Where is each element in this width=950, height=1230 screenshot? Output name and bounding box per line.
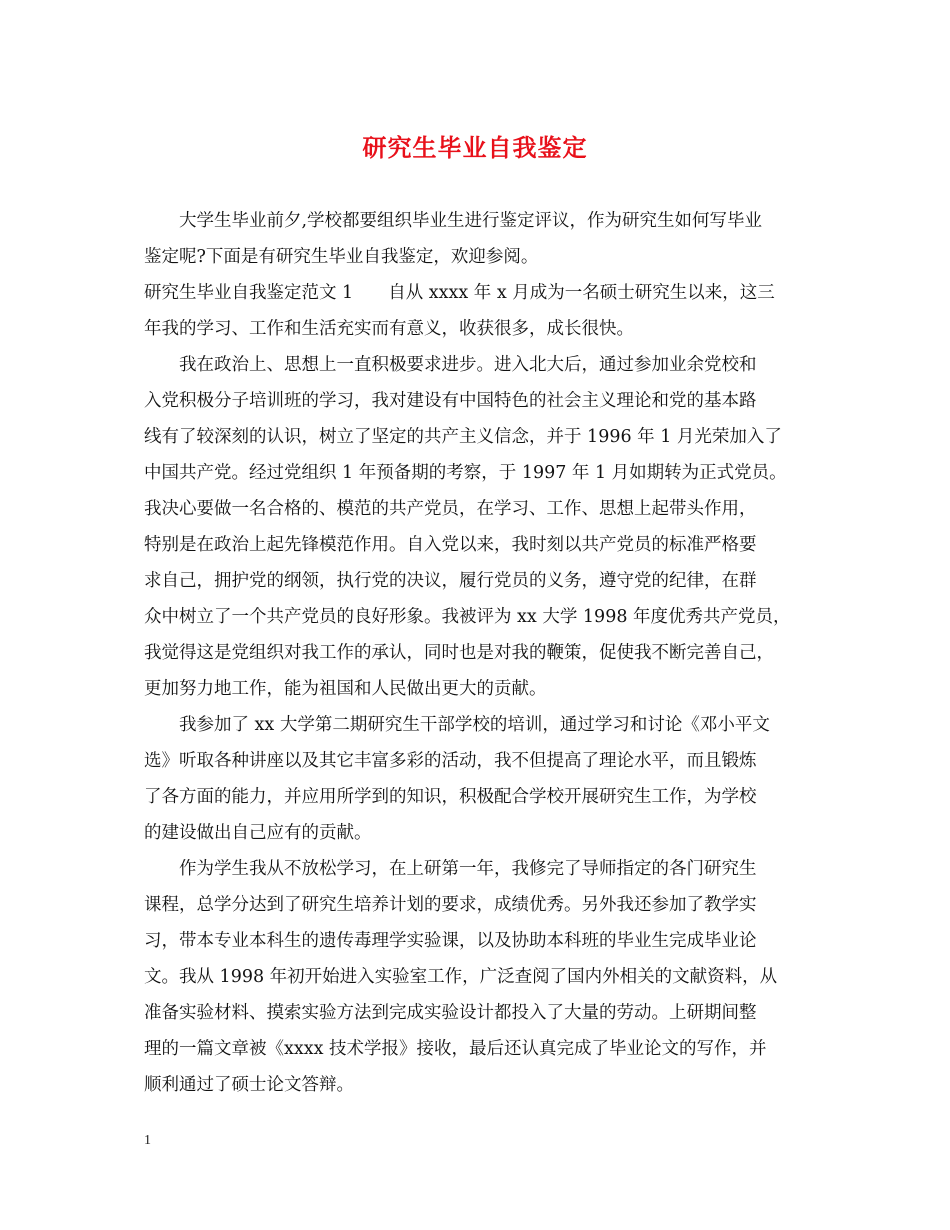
paragraph-line: 我在政治上、思想上一直积极要求进步。进入北大后，通过参加业余党校和 (179, 355, 757, 375)
paragraph-line: 课程，总学分达到了研究生培养计划的要求，成绩优秀。另外我还参加了教学实 (144, 895, 757, 915)
paragraph-line: 入党积极分子培训班的学习，我对建设有中国特色的社会主义理论和党的基本路 (144, 391, 757, 411)
paragraph-line: 我参加了 xx 大学第二期研究生干部学校的培训，通过学习和讨论《邓小平文 (179, 715, 770, 735)
paragraph-line: 中国共产党。经过党组织 1 年预备期的考察，于 1997 年 1 月如期转为正式党员。 (144, 463, 787, 483)
paragraph-line: 鉴定呢?下面是有研究生毕业自我鉴定，欢迎参阅。 (144, 247, 539, 267)
paragraph-line: 选》听取各种讲座以及其它丰富多彩的活动，我不但提高了理论水平，而且锻炼 (144, 751, 757, 771)
paragraph-line: 大学生毕业前夕,学校都要组织毕业生进行鉴定评议，作为研究生如何写毕业 (179, 211, 763, 231)
paragraph-line: 作为学生我从不放松学习，在上研第一年，我修完了导师指定的各门研究生 (179, 859, 757, 879)
paragraph-line: 我觉得这是党组织对我工作的承认，同时也是对我的鞭策，促使我不断完善自己， (144, 643, 774, 663)
paragraph-line: 更加努力地工作，能为祖国和人民做出更大的贡献。 (144, 679, 547, 699)
paragraph-line: 了各方面的能力，并应用所学到的知识，积极配合学校开展研究生工作，为学校 (144, 787, 757, 807)
paragraph-line: 习，带本专业本科生的遗传毒理学实验课，以及协助本科班的毕业生完成毕业论 (144, 931, 757, 951)
paragraph-line: 准备实验材料、摸索实验方法到完成实验设计都投入了大量的劳动。上研期间整 (144, 1003, 757, 1023)
paragraph-line: 研究生毕业自我鉴定范文 1 自从 xxxx 年 x 月成为一名硕士研究生以来，这三 (144, 283, 775, 303)
paragraph-line: 我决心要做一名合格的、模范的共产党员，在学习、工作、思想上起带头作用， (144, 499, 757, 519)
paragraph-line: 的建设做出自己应有的贡献。 (144, 823, 372, 843)
paragraph-line: 特别是在政治上起先锋模范作用。自入党以来，我时刻以共产党员的标准严格要 (144, 535, 757, 555)
paragraph-line: 求自己，拥护党的纲领，执行党的决议，履行党员的义务，遵守党的纪律，在群 (144, 571, 757, 591)
paragraph-line: 线有了较深刻的认识，树立了坚定的共产主义信念，并于 1996 年 1 月光荣加入了 (144, 427, 782, 447)
page-number: 1 (144, 1133, 151, 1148)
document-title: 研究生毕业自我鉴定 (362, 133, 588, 162)
paragraph-line: 文。我从 1998 年初开始进入实验室工作，广泛查阅了国内外相关的文献资料，从 (144, 967, 778, 987)
paragraph-line: 众中树立了一个共产党员的良好形象。我被评为 xx 大学 1998 年度优秀共产党员， (144, 607, 791, 627)
paragraph-line: 理的一篇文章被《xxxx 技术学报》接收，最后还认真完成了毕业论文的写作，并 (144, 1039, 767, 1059)
paragraph-line: 顺利通过了硕士论文答辩。 (144, 1075, 354, 1095)
paragraph-line: 年我的学习、工作和生活充实而有意义，收获很多，成长很快。 (144, 319, 634, 339)
document-body (144, 203, 824, 1103)
